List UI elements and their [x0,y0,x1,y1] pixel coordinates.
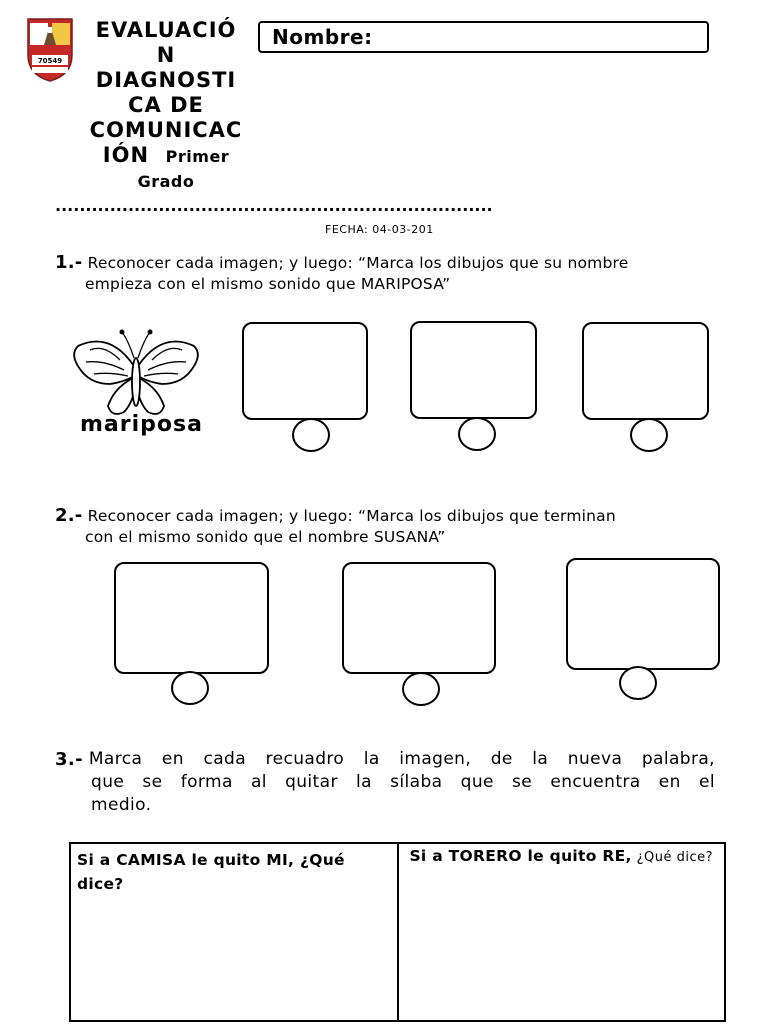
question-text: Marca en cada recuadro la imagen, de la nueva palabra, [88,749,715,769]
answer-circle[interactable] [619,666,657,700]
title-line: N [156,43,176,67]
title-grade-word: Primer [165,147,230,166]
answer-image-box[interactable] [582,322,709,420]
date-label: FECHA: 04-03-201 [325,223,434,236]
name-label: Nombre: [272,25,373,49]
butterfly-icon [70,326,202,422]
question-text: empieza con el mismo sonido que MARIPOSA” [85,275,451,293]
question-number: 2.- [55,505,83,526]
name-field[interactable] [258,21,709,53]
cell-prompt: Si a CAMISA le quito MI, ¿Qué dice? [77,851,345,893]
answer-image-box[interactable] [114,562,269,674]
cell-prompt: Si a TORERO le quito RE, [409,847,632,865]
cell-prompt-small: ¿Qué dice? [636,850,714,865]
title-line: COMUNICAC [89,118,243,142]
question-text: Reconocer cada imagen; y luego: “Marca los dibujos que terminan [87,507,616,525]
answer-cell-torero[interactable] [399,844,725,1020]
question-number: 1.- [55,252,83,273]
school-crest-logo [26,15,74,83]
example-word: mariposa [80,412,203,437]
dotted-separator: ........................................................................ [55,196,493,215]
answer-circle[interactable] [171,671,209,705]
answer-circle[interactable] [630,418,668,452]
question-text: medio. [91,795,152,815]
page-title [76,18,256,169]
title-line: IÓN [102,143,150,167]
title-line: DIAGNOSTI [95,68,237,92]
page-subtitle: Grado [137,172,195,191]
answer-circle[interactable] [292,418,330,452]
answer-table [69,842,726,1022]
answer-image-box[interactable] [566,558,720,670]
question-text: con el mismo sonido que el nombre SUSANA” [85,528,446,546]
question-text: que se forma al quitar la sílaba que se encuentra en el [91,772,715,792]
answer-image-box[interactable] [242,322,368,420]
title-line: EVALUACIÓ [95,18,237,42]
question-number: 3.- [55,749,84,770]
logo-number: 70549 [37,57,63,65]
answer-cell-camisa[interactable] [71,844,399,1020]
answer-circle[interactable] [402,672,440,706]
question-3 [55,748,715,817]
question-2 [55,505,720,548]
answer-image-box[interactable] [410,321,537,419]
answer-image-box[interactable] [342,562,496,674]
title-line: CA DE [128,93,204,117]
answer-circle[interactable] [458,417,496,451]
question-text: Reconocer cada imagen; y luego: “Marca los dibujos que su nombre [87,254,629,272]
question-1 [55,252,720,295]
